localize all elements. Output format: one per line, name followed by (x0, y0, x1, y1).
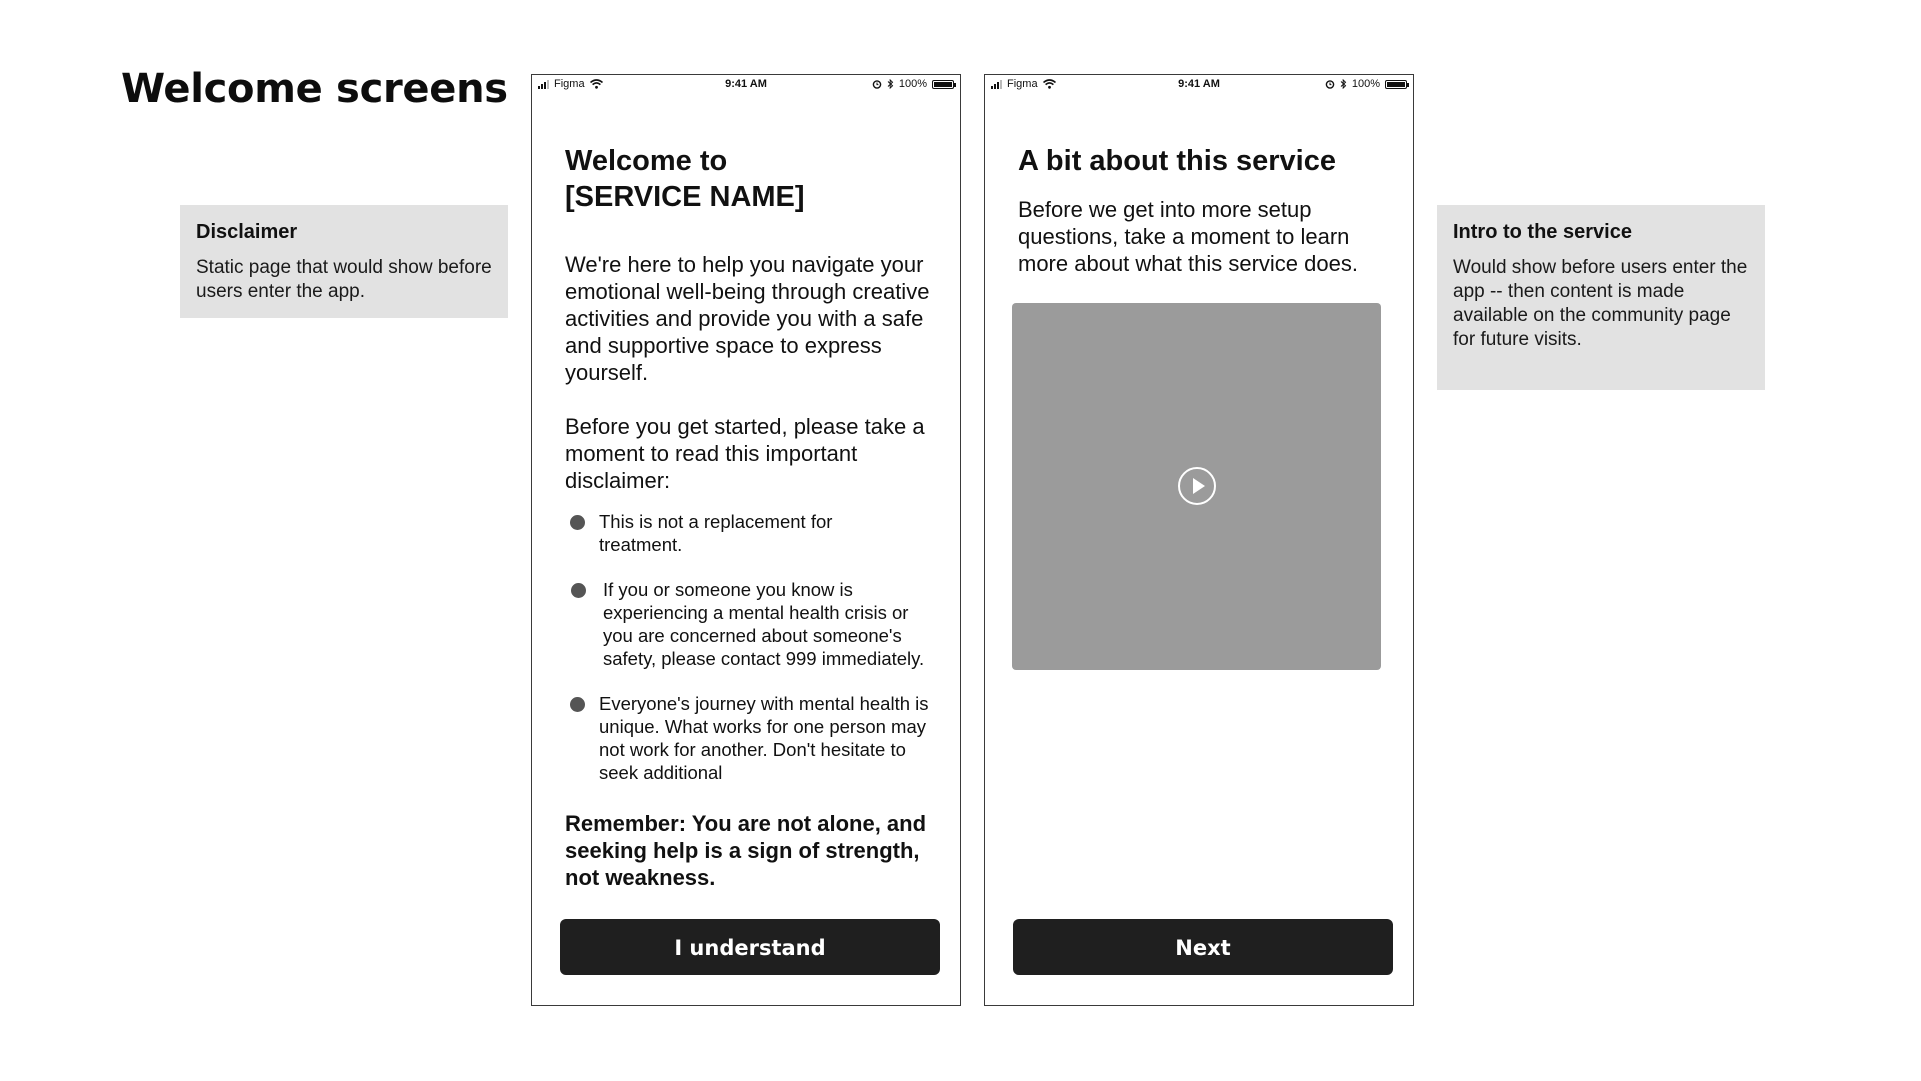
battery-percent: 100% (1351, 78, 1380, 90)
status-bar (532, 75, 960, 95)
disclaimer-note-title: Disclaimer (196, 221, 298, 243)
status-bar (985, 75, 1413, 95)
battery-icon (932, 80, 954, 89)
remember-text: Remember: You are not alone, and seeking help is a sign of strength, not weakness. (565, 810, 940, 891)
next-button[interactable]: Next (1013, 919, 1393, 975)
battery-percent: 100% (898, 78, 927, 90)
screen-title-line-2: [SERVICE NAME] (565, 181, 805, 213)
bluetooth-icon (887, 79, 894, 89)
bullet-dot-icon (570, 515, 585, 530)
bluetooth-icon (1340, 79, 1347, 89)
alarm-icon (1325, 79, 1335, 89)
screen-title: A bit about this service (1018, 145, 1336, 177)
disclaimer-list (565, 510, 935, 784)
bullet-dot-icon (570, 697, 585, 712)
status-time: 9:41 AM (725, 78, 767, 90)
intro-paragraph: We're here to help you navigate your emotional well-being through creative activities and provide you with a safe and supportive space to express yourself. (565, 252, 930, 385)
list-item-text: This is not a replacement for treatment. (599, 511, 833, 555)
screen-title (565, 143, 805, 215)
list-item (565, 692, 935, 784)
battery-icon (1385, 80, 1407, 89)
alarm-icon (872, 79, 882, 89)
list-item-text: Everyone's journey with mental health is unique. What works for one person may not work for another. Don't hesitate to seek additional (599, 693, 929, 783)
intro-note-title: Intro to the service (1453, 221, 1632, 243)
list-item (565, 510, 935, 556)
intro-note (1437, 205, 1765, 390)
carrier-label: Figma (1007, 78, 1038, 90)
page-title: Welcome screens (121, 66, 508, 112)
disclaimer-note (180, 205, 508, 318)
carrier-label: Figma (554, 78, 585, 90)
bullet-dot-icon (571, 583, 586, 598)
status-time: 9:41 AM (1178, 78, 1220, 90)
video-player[interactable] (1012, 303, 1381, 670)
disclaimer-note-body: Static page that would show before users enter the app. (196, 257, 492, 302)
intro-note-body: Would show before users enter the app -- then content is made available on the community page for future visits. (1453, 257, 1748, 350)
play-icon[interactable] (1178, 467, 1216, 505)
list-item (565, 578, 935, 670)
list-item-text: If you or someone you know is experiencing a mental health crisis or you are concerned about someone's safety, please contact 999 immediately. (603, 579, 925, 669)
i-understand-button[interactable]: I understand (560, 919, 940, 975)
intro-screen (984, 74, 1414, 1006)
screen-title-line-1: Welcome to (565, 145, 728, 177)
disclaimer-lead: Before you get started, please take a moment to read this important disclaimer: (565, 414, 925, 493)
disclaimer-screen (531, 74, 961, 1006)
intro-paragraph: Before we get into more setup questions, take a moment to learn more about what this service does. (1018, 197, 1358, 276)
